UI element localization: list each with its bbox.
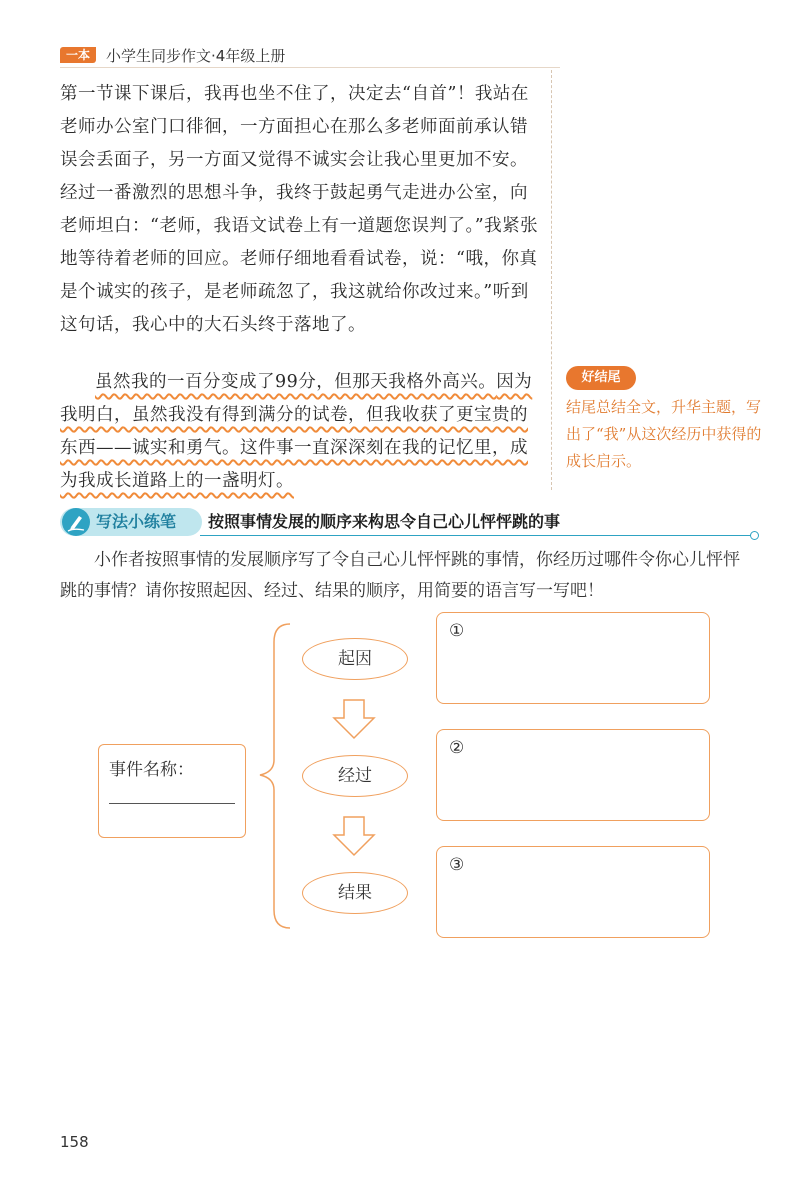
practice-badge-label: 写法小练笔 (96, 512, 177, 531)
side-note-tag: 好结尾 (566, 366, 636, 390)
practice-title: 按照事情发展的顺序来构思令自己心儿怦怦跳的事 (208, 512, 561, 531)
stage-result: 结果 (302, 872, 408, 914)
practice-instructions-text: 小作者按照事情的发展顺序写了令自己心儿怦怦跳的事情，你经历过哪件令你心儿怦怦跳的事情？请你按照起因、经过、结果的顺序，用简要的语言写一写吧！ (60, 550, 740, 601)
box-marker: ③ (449, 855, 465, 875)
highlighted-ending-intro: 虽然我的一百分变成了99分，但那天我格外高兴。 (95, 372, 497, 392)
highlighted-ending-rest: 因为我明白，虽然我没有得到满分的试卷，但我收获了更宝贵的东西——诚实和勇气。这件事一直深深刻在我的记忆里，成为我成长道路上的一盏明灯。 (60, 372, 533, 491)
answer-box-cause[interactable] (436, 612, 710, 704)
answer-box-process[interactable] (436, 729, 710, 821)
brand-logo: 一本 (60, 47, 96, 63)
page-number: 158 (60, 1133, 89, 1151)
essay-paragraph-1-text: 第一节课下课后，我再也坐不住了，决定去“自首”！我站在老师办公室门口徘徊，一方面担心在那么多老师面前承认错误会丢面子，另一方面又觉得不诚实会让我心里更加不安。经过一番激烈的思想斗争，我终于鼓起勇气走进办公室，向老师坦白：“老师，我语文试卷上有一道题您误判了。”我紧张地等待着老师的回应。老师仔细地看看试卷，说：“哦，你真是个诚实的孩子，是老师疏忽了，我这就给你改过来。”听到这句话，我心中的大石头终于落地了。 (60, 84, 539, 335)
stage-process: 经过 (302, 755, 408, 797)
event-name-label: 事件名称： (109, 760, 194, 780)
answer-box-result[interactable] (436, 846, 710, 938)
left-brace (260, 624, 290, 928)
box-marker: ① (449, 621, 465, 641)
book-title: 小学生同步作文·4年级上册 (106, 46, 286, 65)
stage-cause: 起因 (302, 638, 408, 680)
side-note-text: 结尾总结全文，升华主题，写出了“我”从这次经历中获得的成长启示。 (566, 398, 762, 470)
down-arrow-icon (334, 817, 374, 855)
down-arrow-icon (334, 700, 374, 738)
box-marker: ② (449, 738, 465, 758)
